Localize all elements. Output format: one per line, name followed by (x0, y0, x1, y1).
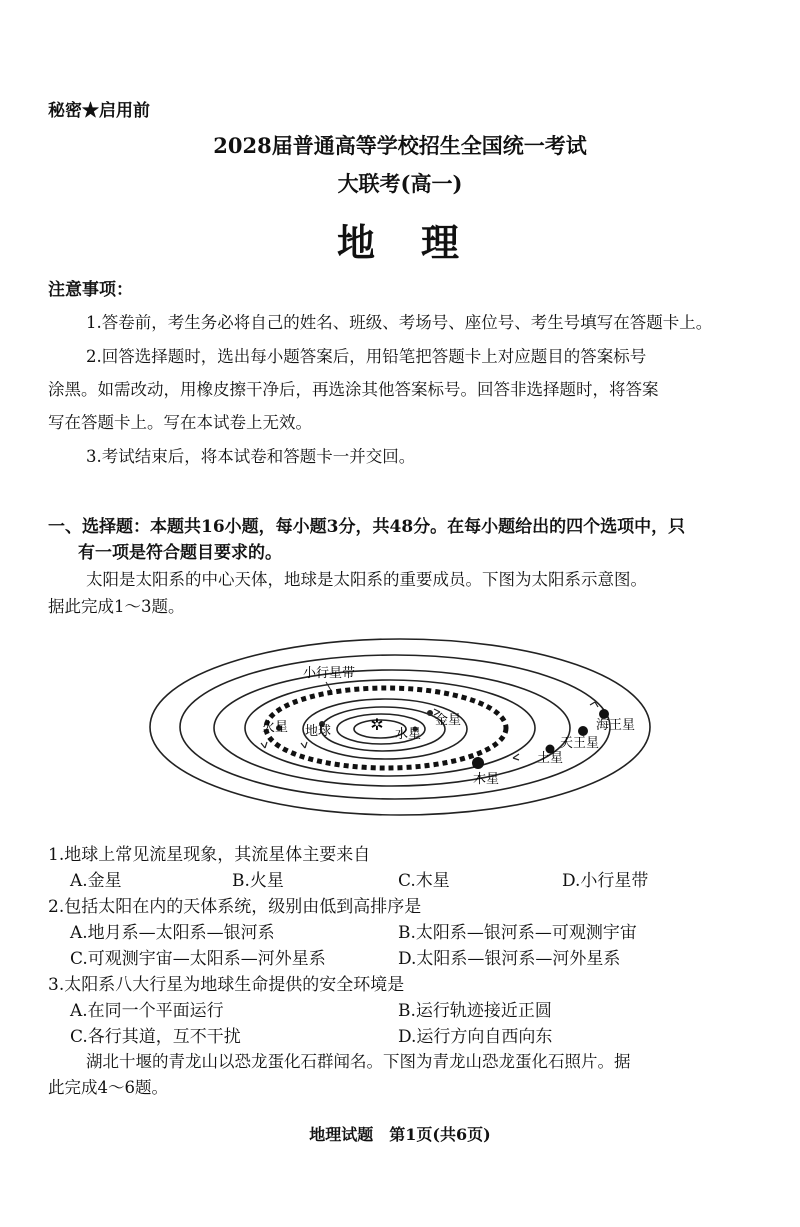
passage-2-line-2: 此完成4～6题。 (48, 1078, 168, 1097)
orbit-jupiter (245, 680, 535, 776)
notice-item-1: 1.答卷前，考生务必将自己的姓名、班级、考场号、座位号、考生号填写在答题卡上。 (86, 313, 713, 332)
section-1-heading: 一、选择题：本题共16小题，每小题3分，共48分。在每小题给出的四个选项中，只 (48, 517, 686, 537)
exam-subtitle: 大联考(高一) (337, 171, 463, 196)
passage-1-line-1: 太阳是太阳系的中心天体，地球是太阳系的重要成员。下图为太阳系示意图。 (86, 570, 647, 589)
confidential-mark: 秘密★启用前 (48, 101, 150, 121)
label-jupiter: 木星 (473, 772, 500, 787)
q3-option-b: B.运行轨迹接近正圆 (398, 1001, 552, 1021)
notice-heading: 注意事项： (48, 280, 133, 300)
solar-system-diagram (140, 632, 660, 822)
passage-1-line-2: 据此完成1～3题。 (48, 597, 185, 616)
venus-planet (427, 710, 433, 716)
q2-option-d: D.太阳系—银河系—河外星系 (398, 949, 621, 969)
q2-option-b: B.太阳系—银河系—可观测宇宙 (398, 923, 637, 943)
page-footer: 地理试题 第1页(共6页) (309, 1125, 491, 1144)
uranus-planet (578, 726, 588, 736)
asteroid-belt (266, 688, 506, 768)
q1-option-c: C.木星 (398, 871, 450, 891)
jupiter-planet (472, 757, 484, 769)
notice-item-3: 3.考试结束后，将本试卷和答题卡一并交回。 (86, 447, 416, 466)
q3-option-d: D.运行方向自西向东 (398, 1027, 553, 1047)
passage-2-line-1: 湖北十堰的青龙山以恐龙蛋化石群闻名。下图为青龙山恐龙蛋化石照片。据 (86, 1052, 631, 1071)
q1-option-d: D.小行星带 (562, 871, 649, 891)
q3-option-a: A.在同一个平面运行 (70, 1001, 224, 1021)
arrow-icon (261, 742, 267, 748)
notice-item-2-line-1: 2.回答选择题时，选出每小题答案后，用铅笔把答题卡上对应题目的答案标号 (86, 347, 647, 366)
label-venus: 金星 (435, 713, 462, 728)
q1-option-b: B.火星 (232, 871, 284, 891)
label-neptune: 海王星 (596, 718, 636, 733)
label-saturn: 土星 (537, 751, 564, 766)
notice-item-2-line-2: 涂黑。如需改动，用橡皮擦干净后，再选涂其他答案标号。回答非选择题时，将答案 (48, 380, 659, 399)
q2-option-a: A.地月系—太阳系—银河系 (70, 923, 275, 943)
label-uranus: 天王星 (560, 736, 600, 751)
question-2-stem: 2.包括太阳在内的天体系统，级别由低到高排序是 (48, 897, 422, 917)
notice-item-2-line-3: 写在答题卡上。写在本试卷上无效。 (48, 413, 312, 432)
question-3-stem: 3.太阳系八大行星为地球生命提供的安全环境是 (48, 975, 405, 995)
q1-option-a: A.金星 (70, 871, 122, 891)
label-earth: 地球 (305, 724, 332, 739)
arrow-icon (301, 742, 307, 748)
label-asteroid-belt: 小行星带 (303, 666, 356, 681)
q3-option-c: C.各行其道，互不干扰 (70, 1027, 241, 1047)
section-1-heading-cont: 有一项是符合题目要求的。 (78, 543, 282, 563)
question-1-stem: 1.地球上常见流星现象，其流星体主要来自 (48, 845, 371, 865)
label-mercury: 水星 (395, 727, 422, 742)
subject-title: 地 理 (336, 220, 463, 265)
exam-title: 2028届普通高等学校招生全国统一考试 (213, 133, 587, 158)
sun-icon: ✲ (370, 715, 384, 734)
label-mars: 火星 (262, 720, 289, 735)
arrow-icon (513, 754, 519, 760)
q2-option-c: C.可观测宇宙—太阳系—河外星系 (70, 949, 326, 969)
